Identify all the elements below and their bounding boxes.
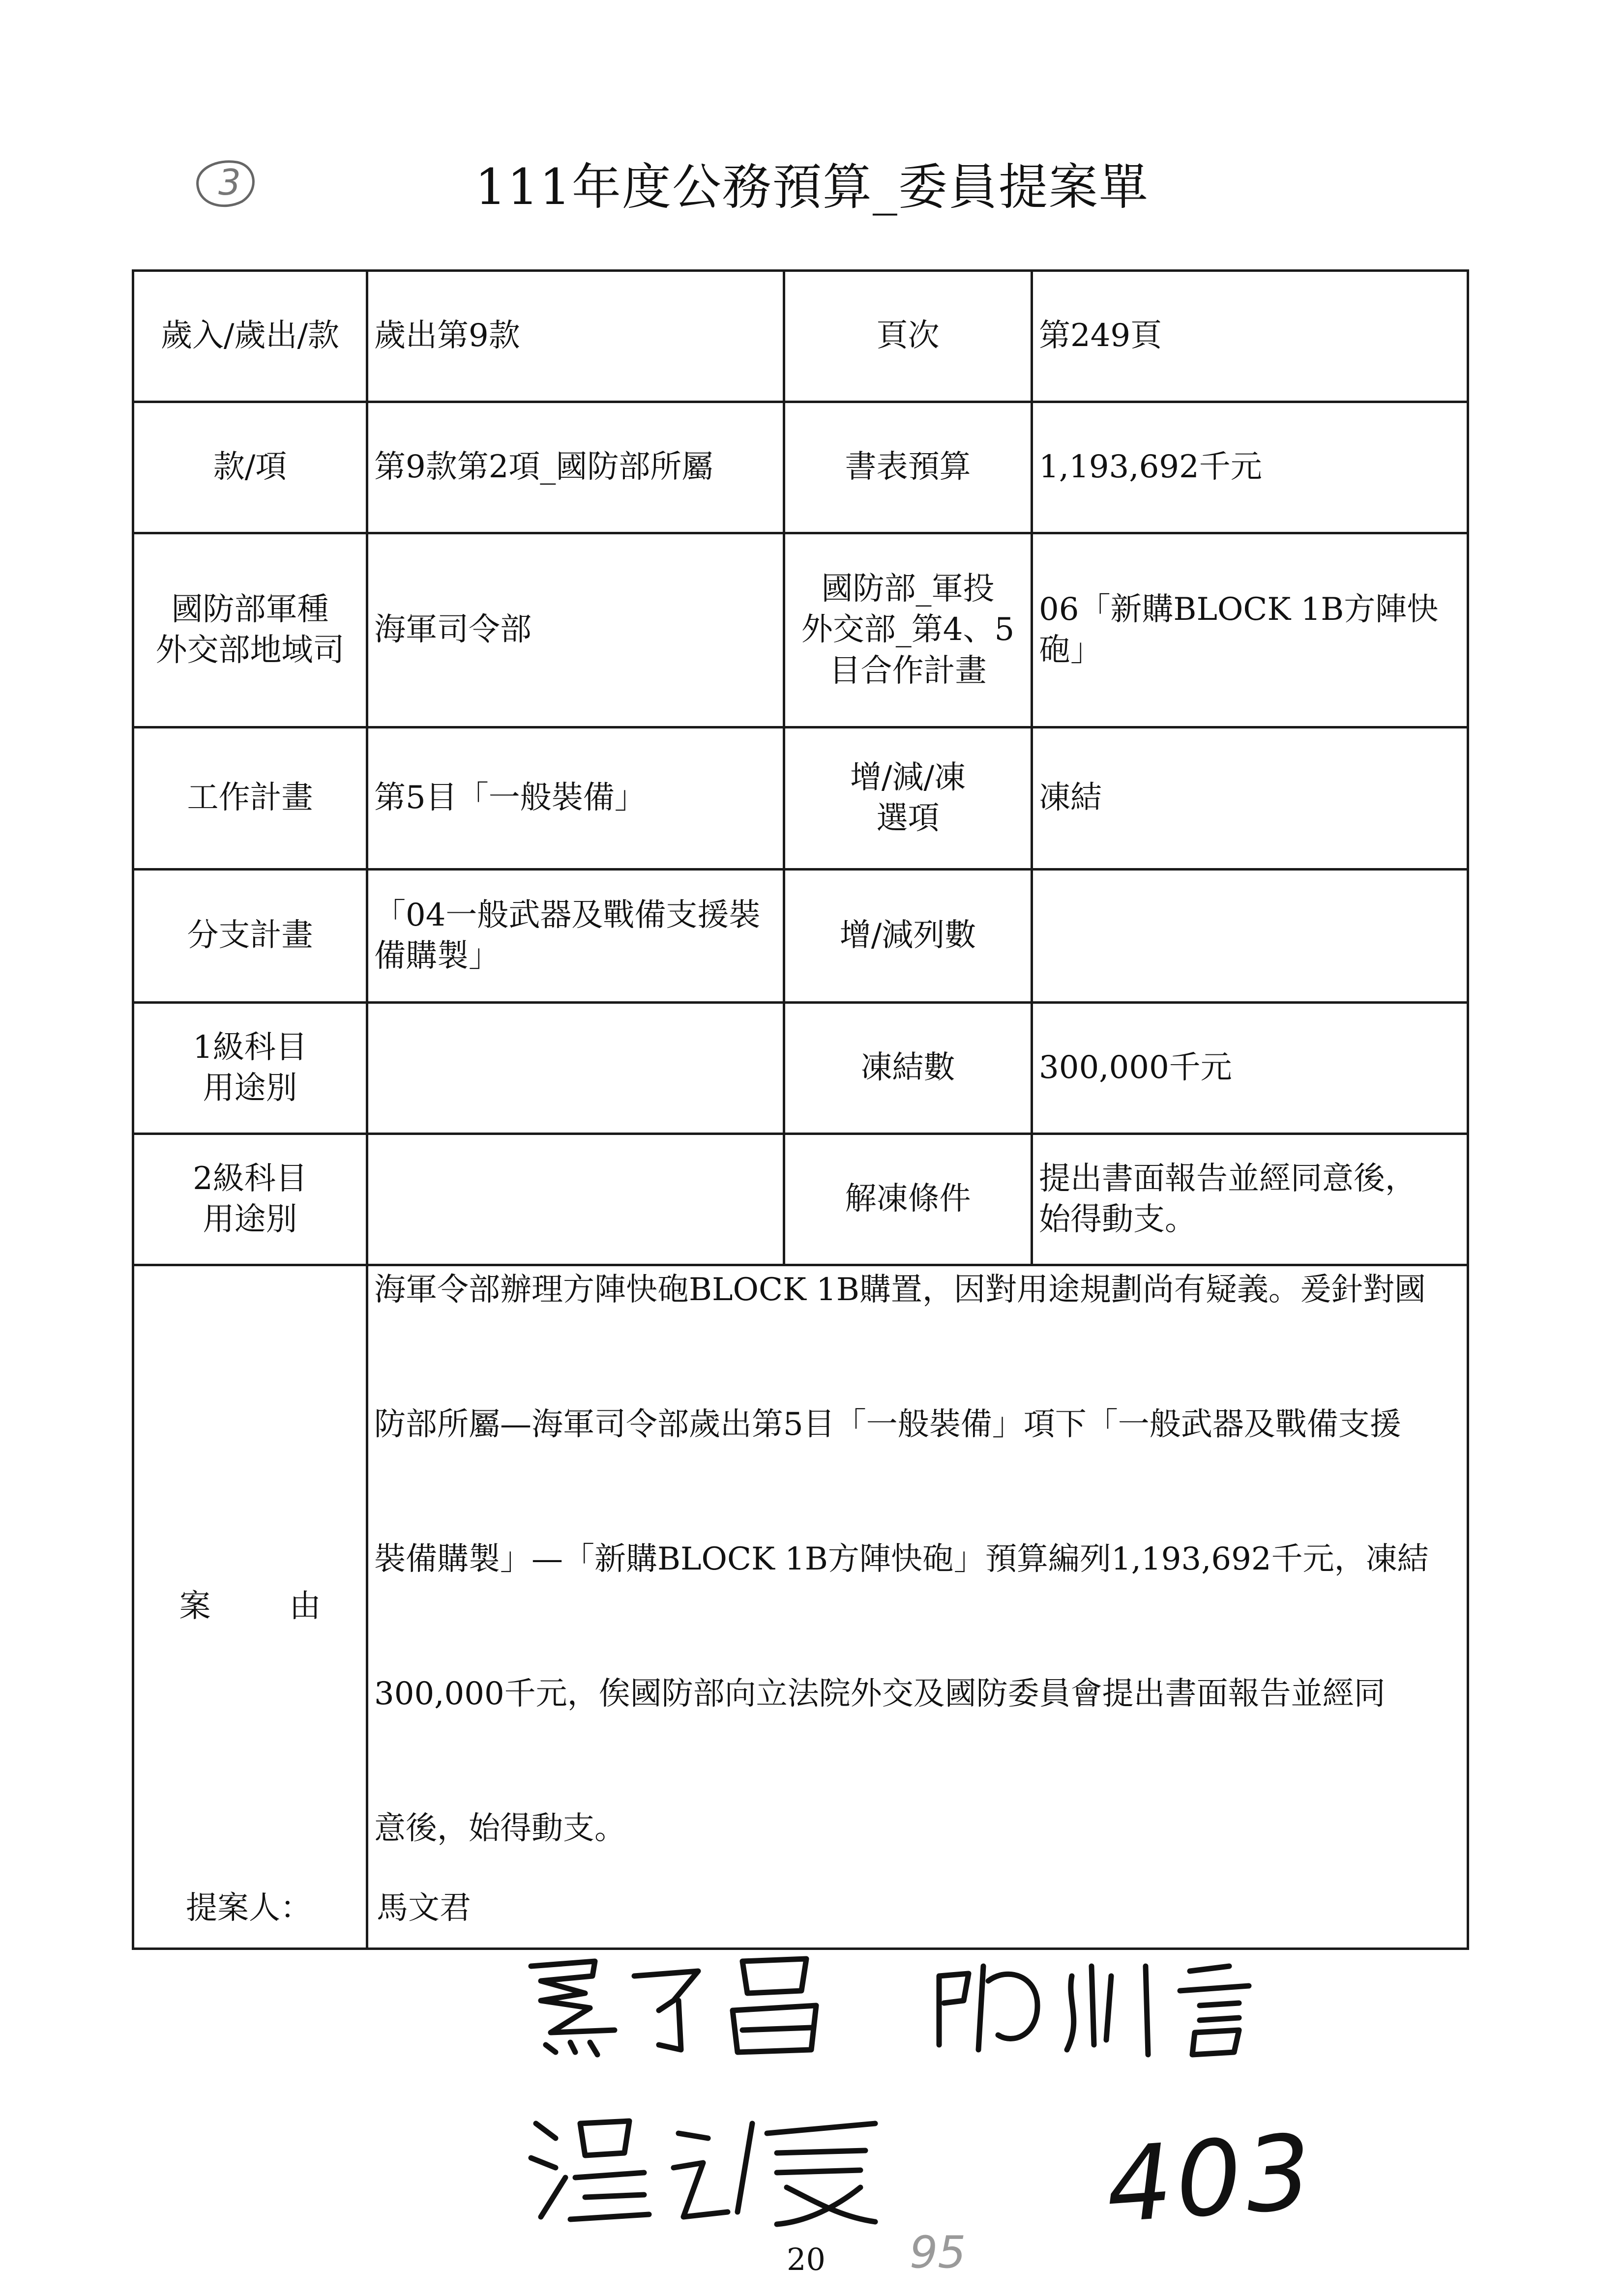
label-military-branch-line2: 外交部地域司 (155, 632, 345, 668)
reason-line-3: 裝備購製」—「新購BLOCK 1B方陣快砲」預算編列1,193,692千元，凍結 (374, 1541, 1429, 1577)
value-work-plan: 第5目「一般裝備」 (367, 727, 784, 870)
label-adjust-option-line2: 選項 (876, 800, 940, 837)
document-title: 111年度公務預算_委員提案單 (475, 158, 1149, 216)
label-level1-subject-line2: 用途別 (203, 1070, 297, 1106)
value-frozen-amount: 300,000千元 (1032, 1003, 1468, 1134)
label-adjust-amount: 增/減列數 (784, 870, 1032, 1003)
proposer-label: 提案人： (186, 1890, 312, 1926)
label-reason (133, 1265, 367, 1949)
value-unfreeze-condition-line2: 始得動支。 (1039, 1201, 1196, 1238)
value-sub-plan (367, 870, 784, 1003)
form-row-item (133, 402, 1468, 533)
value-reason (367, 1265, 1468, 1949)
value-unfreeze-condition (1032, 1134, 1468, 1265)
form-row-account (133, 271, 1468, 402)
label-military-branch (133, 533, 367, 727)
page-number: 20 (787, 2241, 826, 2277)
circled-number-text: 3 (218, 162, 241, 203)
value-level1-subject (367, 1003, 784, 1134)
value-adjust-amount (1032, 870, 1468, 1003)
form-row-sub-plan (133, 870, 1468, 1003)
label-cooperation-plan-line2: 外交部_第4、5 (801, 611, 1015, 648)
reason-line-2: 防部所屬—海軍司令部歲出第5目「一般裝備」項下「一般武器及戰備支援 (374, 1406, 1401, 1443)
label-level2-subject (133, 1134, 367, 1265)
form-row-level2-subject (133, 1134, 1468, 1265)
handwritten-signature-1 (511, 1947, 865, 2074)
label-level2-subject-line2: 用途別 (203, 1201, 297, 1238)
form-row-reason (133, 1265, 1468, 1949)
label-cooperation-plan-line3: 目合作計畫 (829, 652, 987, 689)
label-reason-char2: 由 (289, 1588, 321, 1625)
value-budget-amount: 1,193,692千元 (1032, 402, 1468, 533)
label-section-item: 款/項 (133, 402, 367, 533)
label-level1-subject-line1: 1級科目 (193, 1029, 307, 1066)
value-cooperation-plan-line1: 06「新購BLOCK 1B方陣快 (1039, 591, 1439, 628)
label-sub-plan: 分支計畫 (133, 870, 367, 1003)
value-sub-plan-line2: 備購製」 (374, 938, 500, 974)
label-work-plan: 工作計畫 (133, 727, 367, 870)
label-unfreeze-condition: 解凍條件 (784, 1134, 1032, 1265)
reason-line-1: 海軍令部辦理方陣快砲BLOCK 1B購置，因對用途規劃尚有疑義。爰針對國 (374, 1272, 1426, 1308)
value-sub-plan-line1: 「04一般武器及戰備支援裝 (374, 897, 761, 933)
value-page-number: 第249頁 (1032, 271, 1468, 402)
faint-handwritten-number: 95 (910, 2227, 966, 2278)
value-unfreeze-condition-line1: 提出書面報告並經同意後， (1039, 1160, 1417, 1197)
label-revenue-expenditure: 歲入/歲出/款 (133, 271, 367, 402)
handwritten-stamp-number: 403 (1102, 2111, 1319, 2246)
reason-line-4: 300,000千元，俟國防部向立法院外交及國防委員會提出書面報告並經同 (374, 1676, 1386, 1712)
label-frozen-amount: 凍結數 (784, 1003, 1032, 1134)
label-page-number: 頁次 (784, 271, 1032, 402)
label-adjust-option-line1: 增/減/凍 (850, 759, 966, 796)
form-row-branch (133, 533, 1468, 727)
handwritten-signature-3 (521, 2104, 905, 2232)
value-revenue-expenditure: 歲出第9款 (367, 271, 784, 402)
label-level1-subject (133, 1003, 367, 1134)
form-row-work-plan (133, 727, 1468, 870)
proposal-form-table (132, 269, 1469, 1950)
label-budget-amount: 書表預算 (784, 402, 1032, 533)
value-cooperation-plan-line2: 砲」 (1039, 632, 1102, 668)
label-military-branch-line1: 國防部軍種 (171, 591, 329, 628)
value-adjust-option: 凍結 (1032, 727, 1468, 870)
proposer-name: 馬文君 (377, 1890, 471, 1926)
label-level2-subject-line1: 2級科目 (193, 1160, 307, 1197)
form-row-level1-subject (133, 1003, 1468, 1134)
value-level2-subject (367, 1134, 784, 1265)
handwritten-signature-2 (924, 1947, 1298, 2064)
reason-line-5: 意後，始得動支。 (374, 1810, 626, 1847)
value-section-item: 第9款第2項_國防部所屬 (367, 402, 784, 533)
label-cooperation-plan-line1: 國防部_軍投 (821, 571, 995, 608)
value-cooperation-plan (1032, 533, 1468, 727)
label-adjust-option (784, 727, 1032, 870)
value-military-branch: 海軍司令部 (367, 533, 784, 727)
label-cooperation-plan (784, 533, 1032, 727)
label-reason-char1: 案 (179, 1588, 211, 1625)
